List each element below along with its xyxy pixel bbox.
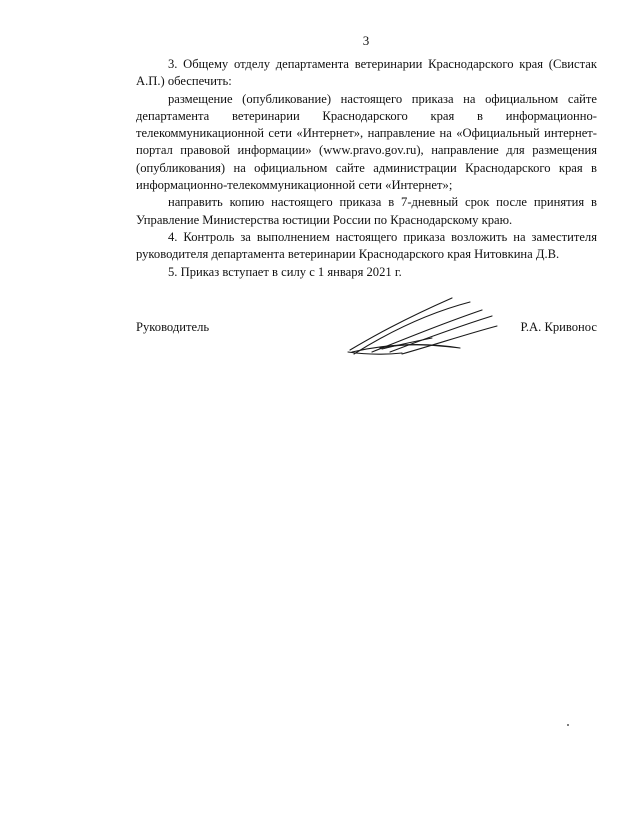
paragraph-publication: размещение (опубликование) настоящего приказа на официальном сайте департамента ветеринарии Краснодарского края в информационно-телекоммуникационной сети «Интернет», направление на «Официальный интернет-портал правовой информации» (www.pravo.gov.ru), направление для размещения (опубликования) на официальном сайте администрации Краснодарского края в информационно-телекоммуникационной сети «Интернет»; [136, 91, 597, 193]
paragraph-item-3: 3. Общему отделу департамента ветеринарии Краснодарского края (Свистак А.П.) обеспечить: [136, 57, 597, 89]
page-number: 3 [362, 33, 370, 48]
paragraph-item-4: 4. Контроль за выполнением настоящего приказа возложить на заместителя руководителя департамента ветеринарии Краснодарского края Нитовкина Д.В. [136, 229, 597, 262]
signatory-name: Р.А. Кривонос [520, 320, 597, 334]
signatory-title: Руководитель [136, 320, 210, 334]
handwritten-signature [342, 292, 502, 362]
paragraph-item-5: 5. Приказ вступает в силу с 1 января 2021 г. [168, 264, 402, 279]
paragraph-ministry-copy: направить копию настоящего приказа в 7-дневный срок после принятия в Управление Министерства юстиции России по Краснодарскому краю. [136, 195, 597, 227]
document-body [136, 56, 597, 281]
scan-speck [567, 724, 569, 726]
